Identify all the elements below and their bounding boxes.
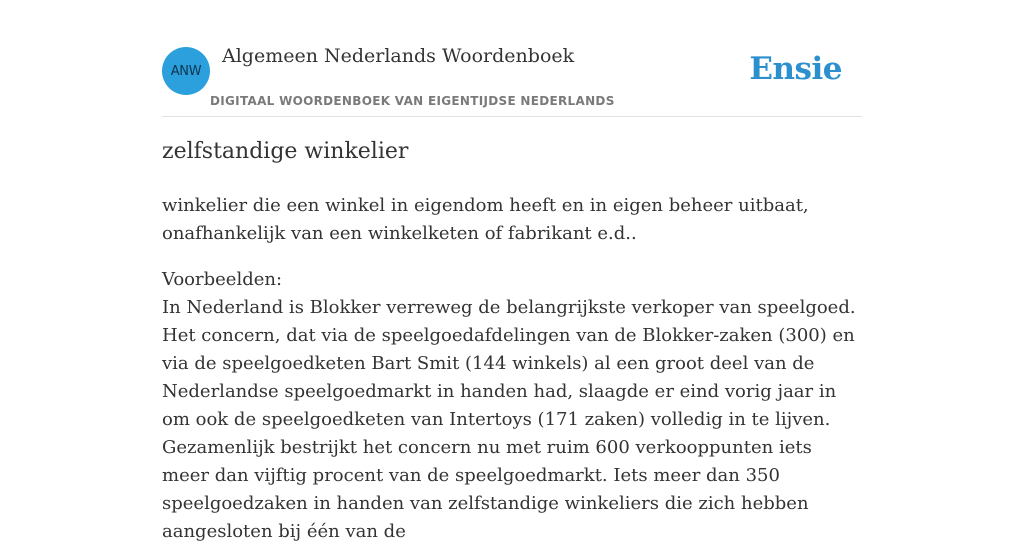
header	[162, 0, 862, 117]
entry-definition: winkelier die een winkel in eigendom heeft en in eigen beheer uitbaat, onafhankelijk van een winkelketen of fabrikant e.d..	[162, 195, 809, 244]
example-text: In Nederland is Blokker verreweg de belangrijkste verkoper van speelgoed. Het concern, dat via de speelgoedafdelingen van de Blokker-zaken (300) en via de speelgoedketen Bart Smit (144 winkels) al een groot deel van de Nederlandse speelgoedmarkt in handen had, slaagde er eind vorig jaar in om ook de speelgoedketen van Intertoys (171 zaken) volledig in te lijven. Gezamenlijk bestrijkt het concern nu met ruim 600 verkooppunten iets meer dan vijftig procent van de speelgoedmarkt. Iets meer dan 350 speelgoedzaken in handen van zelfstandige winkeliers die zich hebben aangesloten bij één van de	[162, 297, 856, 542]
examples-section	[162, 266, 862, 546]
entry-term: zelfstandige winkelier	[162, 139, 409, 164]
ensie-logo[interactable]: Ensie	[749, 51, 842, 87]
examples-heading: Voorbeelden:	[162, 269, 283, 290]
page	[162, 0, 862, 542]
logo-text: ANW	[170, 63, 202, 79]
anw-logo[interactable]	[162, 47, 210, 95]
dictionary-title[interactable]: Algemeen Nederlands Woordenboek	[222, 45, 575, 67]
dictionary-subtitle: DIGITAAL WOORDENBOEK VAN EIGENTIJDSE NEDERLANDS	[210, 94, 615, 108]
